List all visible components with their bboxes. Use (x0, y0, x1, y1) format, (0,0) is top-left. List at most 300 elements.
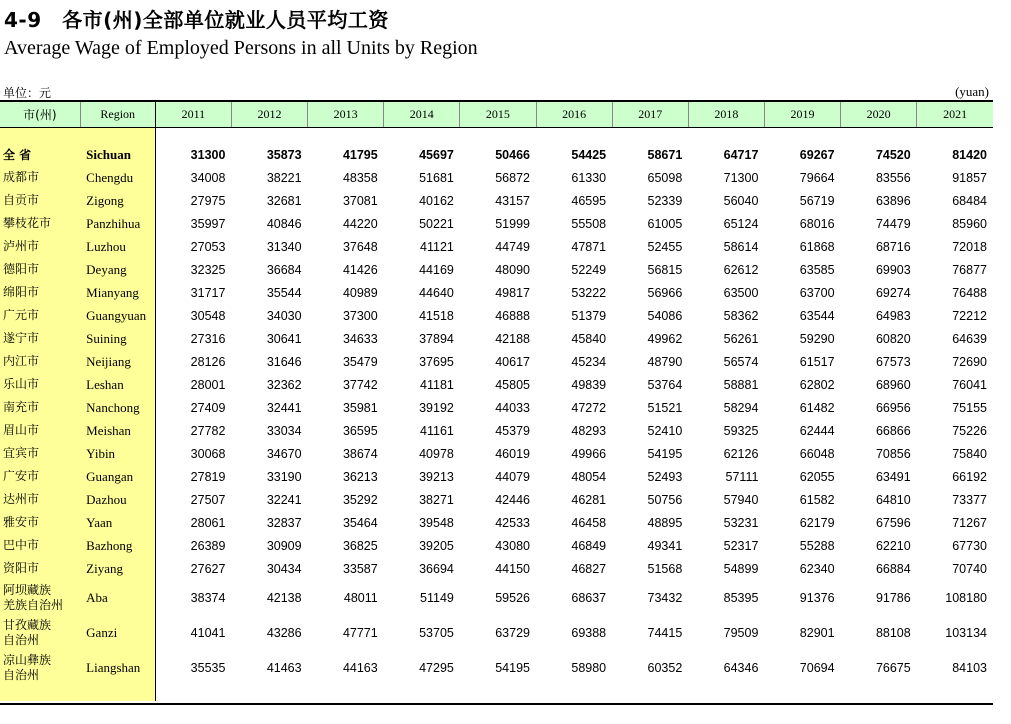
wage-value: 81420 (952, 148, 987, 162)
wage-value: 30548 (190, 308, 226, 323)
wage-value: 64346 (723, 660, 759, 675)
wage-value: 65098 (647, 170, 683, 185)
region-name-en: Ziyang (80, 557, 155, 580)
wage-value: 50756 (647, 492, 683, 507)
wage-value: 63491 (875, 469, 911, 484)
wage-value: 58881 (723, 377, 759, 392)
wage-value: 40162 (419, 193, 454, 208)
wage-value: 69267 (799, 148, 835, 162)
wage-value: 60820 (875, 331, 911, 346)
region-name-en: Nanchong (80, 396, 155, 419)
city-name-cn: 雅安市 (0, 511, 80, 534)
wage-value: 62126 (723, 446, 759, 461)
wage-value: 85395 (723, 590, 759, 605)
wage-value: 55508 (571, 216, 607, 231)
wage-value: 30641 (266, 331, 302, 346)
region-name-en: Luzhou (80, 235, 155, 258)
wage-value: 51999 (495, 216, 530, 231)
city-name-cn: 达州市 (0, 488, 80, 511)
wage-value: 44033 (495, 400, 530, 415)
wage-value: 48790 (647, 354, 683, 369)
wage-value: 40978 (419, 446, 454, 461)
table-row (0, 488, 993, 511)
header-year: 2014 (384, 102, 460, 128)
wage-value: 103134 (945, 625, 987, 640)
table-title-cn: 4-9 各市(州)全部单位就业人员平均工资 (4, 8, 389, 32)
wage-value: 31646 (266, 354, 302, 369)
wage-value: 49839 (571, 377, 607, 392)
region-name-en: Dazhou (80, 488, 155, 511)
wage-value: 83556 (875, 170, 911, 185)
wage-value: 44079 (495, 469, 530, 484)
wage-value: 52317 (723, 538, 759, 553)
wage-value: 44220 (342, 216, 378, 231)
wage-value: 61517 (799, 354, 835, 369)
wage-value: 54425 (571, 148, 607, 162)
wage-value: 62802 (799, 377, 835, 392)
wage-value: 62055 (799, 469, 835, 484)
wage-value: 34030 (266, 308, 302, 323)
wage-value: 70740 (952, 561, 987, 576)
region-name-en: Guangyuan (80, 304, 155, 327)
wage-value: 27507 (190, 492, 226, 507)
table-row (0, 258, 993, 281)
wage-value: 34008 (190, 170, 226, 185)
wage-value: 51379 (571, 308, 607, 323)
wage-value: 33034 (266, 423, 302, 438)
region-name-en: Zigong (80, 189, 155, 212)
wage-value: 66884 (875, 561, 911, 576)
city-name-cn: 全 省 (0, 144, 80, 166)
province-total-row (0, 144, 993, 166)
wage-value: 45805 (495, 377, 530, 392)
wage-value: 32837 (266, 515, 302, 530)
wage-value: 79664 (799, 170, 835, 185)
wage-value: 65124 (723, 216, 759, 231)
wage-value: 45697 (419, 148, 454, 162)
wage-value: 52455 (647, 239, 683, 254)
wage-value: 69388 (571, 625, 607, 640)
wage-value: 60352 (647, 660, 683, 675)
city-name-cn: 攀枝花市 (0, 212, 80, 235)
wage-value: 43080 (495, 538, 530, 553)
wage-value: 56261 (723, 331, 759, 346)
wage-value: 71300 (723, 170, 759, 185)
wage-value: 62210 (875, 538, 911, 553)
table-row (0, 327, 993, 350)
wage-value: 64717 (723, 148, 759, 162)
unit-label-cn: 单位：元 (3, 86, 52, 100)
wage-value: 69903 (875, 262, 911, 277)
table-row (0, 511, 993, 534)
wage-value: 74520 (875, 148, 911, 162)
wage-value: 63700 (799, 285, 835, 300)
city-name-cn: 宜宾市 (0, 442, 80, 465)
wage-value: 48090 (495, 262, 530, 277)
wage-value: 57940 (723, 492, 759, 507)
wage-value: 52339 (647, 193, 683, 208)
wage-value: 54195 (495, 660, 530, 675)
wage-value: 42446 (495, 492, 530, 507)
table-row (0, 396, 993, 419)
wage-value: 27627 (190, 561, 226, 576)
table-row (0, 419, 993, 442)
wage-value: 27819 (190, 469, 226, 484)
table-row (0, 442, 993, 465)
region-name-en: Panzhihua (80, 212, 155, 235)
wage-value: 32362 (266, 377, 302, 392)
wage-value: 36825 (342, 538, 378, 553)
wage-value: 53705 (419, 625, 454, 640)
wage-value: 54195 (647, 446, 683, 461)
wage-value: 30068 (190, 446, 226, 461)
region-name-en: Aba (80, 580, 155, 615)
wage-value: 63585 (799, 262, 835, 277)
table-row (0, 304, 993, 327)
wage-value: 61330 (571, 170, 607, 185)
city-name-cn: 南充市 (0, 396, 80, 419)
region-name-en: Chengdu (80, 166, 155, 189)
wage-value: 58980 (571, 660, 607, 675)
wage-value: 56719 (799, 193, 835, 208)
wage-table (0, 102, 993, 701)
city-name-cn: 甘孜藏族 自治州 (0, 615, 80, 650)
city-name-cn: 广安市 (0, 465, 80, 488)
wage-value: 43286 (266, 625, 302, 640)
region-name-en: Liangshan (80, 650, 155, 685)
wage-value: 39205 (419, 538, 454, 553)
wage-value: 76041 (952, 377, 987, 392)
wage-value: 76877 (952, 262, 987, 277)
wage-value: 41463 (266, 660, 302, 675)
region-name-en: Sichuan (80, 144, 155, 166)
wage-value: 84103 (952, 660, 987, 675)
table-row (0, 373, 993, 396)
wage-value: 42138 (266, 590, 302, 605)
wage-value: 35464 (342, 515, 378, 530)
wage-value: 51681 (419, 170, 454, 185)
header-year: 2012 (231, 102, 307, 128)
wage-value: 58614 (723, 239, 759, 254)
wage-value: 75226 (952, 423, 987, 438)
wage-value: 37742 (342, 377, 378, 392)
wage-value: 46595 (571, 193, 607, 208)
wage-value: 68960 (875, 377, 911, 392)
region-name-en: Ganzi (80, 615, 155, 650)
wage-value: 85960 (952, 216, 987, 231)
city-name-cn: 内江市 (0, 350, 80, 373)
wage-value: 31340 (266, 239, 302, 254)
wage-value: 35997 (190, 216, 226, 231)
table-row (0, 465, 993, 488)
wage-value: 28001 (190, 377, 226, 392)
wage-value: 53764 (647, 377, 683, 392)
city-name-cn: 德阳市 (0, 258, 80, 281)
wage-value: 63500 (723, 285, 759, 300)
wage-value: 82901 (799, 625, 835, 640)
table-row (0, 534, 993, 557)
wage-value: 35873 (266, 148, 302, 162)
wage-value: 27975 (190, 193, 226, 208)
wage-value: 59325 (723, 423, 759, 438)
wage-value: 41161 (420, 423, 454, 438)
wage-value: 31717 (190, 285, 226, 300)
wage-value: 56966 (647, 285, 683, 300)
wage-value: 71267 (952, 515, 987, 530)
wage-value: 26389 (190, 538, 226, 553)
wage-value: 37695 (419, 354, 454, 369)
city-name-cn: 眉山市 (0, 419, 80, 442)
wage-value: 58671 (647, 148, 683, 162)
wage-value: 35544 (266, 285, 302, 300)
wage-value: 66048 (799, 446, 835, 461)
region-name-en: Bazhong (80, 534, 155, 557)
wage-value: 39213 (419, 469, 454, 484)
table-body (0, 128, 993, 702)
header-year: 2015 (460, 102, 536, 128)
wage-value: 48054 (571, 469, 607, 484)
city-name-cn: 广元市 (0, 304, 80, 327)
wage-value: 38374 (190, 590, 226, 605)
wage-value: 53222 (571, 285, 607, 300)
wage-value: 64983 (875, 308, 911, 323)
wage-value: 61482 (799, 400, 835, 415)
region-name-en: Meishan (80, 419, 155, 442)
wage-value: 62612 (723, 262, 759, 277)
city-name-cn: 遂宁市 (0, 327, 80, 350)
region-name-en: Suining (80, 327, 155, 350)
wage-value: 40989 (342, 285, 378, 300)
wage-value: 44163 (342, 660, 378, 675)
wage-value: 61582 (799, 492, 835, 507)
wage-value: 41426 (342, 262, 378, 277)
table-row (0, 615, 993, 650)
wage-value: 66866 (875, 423, 911, 438)
table-row (0, 189, 993, 212)
wage-value: 53231 (723, 515, 759, 530)
wage-value: 37648 (342, 239, 378, 254)
header-region: Region (80, 102, 155, 128)
region-name-en: Yaan (80, 511, 155, 534)
wage-value: 51568 (647, 561, 683, 576)
wage-value: 76488 (952, 285, 987, 300)
wage-value: 47871 (571, 239, 607, 254)
header-year: 2020 (841, 102, 917, 128)
wage-value: 108180 (945, 590, 987, 605)
header-year: 2018 (688, 102, 764, 128)
wage-value: 31300 (190, 148, 226, 162)
wage-value: 57111 (725, 469, 759, 484)
header-year: 2011 (155, 102, 231, 128)
wage-value: 63729 (495, 625, 530, 640)
wage-value: 46281 (571, 492, 607, 507)
wage-value: 68637 (571, 590, 607, 605)
city-name-cn: 绵阳市 (0, 281, 80, 304)
table-row (0, 235, 993, 258)
city-name-cn: 泸州市 (0, 235, 80, 258)
bottom-rule (0, 703, 993, 705)
city-name-cn: 巴中市 (0, 534, 80, 557)
wage-value: 88108 (875, 625, 911, 640)
wage-value: 63544 (799, 308, 835, 323)
wage-value: 79509 (723, 625, 759, 640)
wage-value: 32325 (190, 262, 226, 277)
unit-label-en: (yuan) (955, 84, 989, 99)
wage-value: 46827 (571, 561, 607, 576)
wage-value: 37894 (419, 331, 454, 346)
table-row (0, 281, 993, 304)
wage-value: 58294 (723, 400, 759, 415)
wage-value: 28061 (190, 515, 226, 530)
wage-value: 75840 (952, 446, 987, 461)
city-name-cn: 乐山市 (0, 373, 80, 396)
wage-value: 37081 (342, 193, 378, 208)
wage-value: 64810 (875, 492, 911, 507)
wage-value: 74479 (875, 216, 911, 231)
wage-value: 74415 (647, 625, 683, 640)
wage-value: 42533 (495, 515, 530, 530)
region-name-en: Leshan (80, 373, 155, 396)
wage-value: 38221 (266, 170, 302, 185)
wage-value: 33587 (342, 561, 378, 576)
wage-value: 72690 (952, 354, 987, 369)
header-year: 2019 (764, 102, 840, 128)
wage-value: 67596 (875, 515, 911, 530)
wage-value: 62340 (799, 561, 835, 576)
wage-value: 91857 (952, 170, 987, 185)
wage-value: 39192 (419, 400, 454, 415)
wage-value: 76675 (875, 660, 911, 675)
wage-value: 64639 (952, 331, 987, 346)
wage-value: 45840 (571, 331, 607, 346)
region-name-en: Mianyang (80, 281, 155, 304)
region-name-en: Yibin (80, 442, 155, 465)
wage-value: 28126 (190, 354, 226, 369)
table-row (0, 580, 993, 615)
wage-value: 41518 (419, 308, 454, 323)
region-name-en: Deyang (80, 258, 155, 281)
city-name-cn: 成都市 (0, 166, 80, 189)
wage-value: 38674 (342, 446, 378, 461)
wage-value: 69274 (875, 285, 911, 300)
wage-value: 73432 (647, 590, 683, 605)
wage-value: 51521 (647, 400, 683, 415)
wage-value: 41181 (420, 377, 454, 392)
wage-value: 48011 (343, 590, 378, 605)
wage-value: 48293 (571, 423, 607, 438)
wage-value: 75155 (952, 400, 987, 415)
wage-value: 58362 (723, 308, 759, 323)
wage-value: 54899 (723, 561, 759, 576)
table-row (0, 350, 993, 373)
wage-value: 68016 (799, 216, 835, 231)
wage-value: 73377 (952, 492, 987, 507)
city-name-cn: 阿坝藏族 羌族自治州 (0, 580, 80, 615)
wage-value: 70856 (875, 446, 911, 461)
wage-value: 27782 (190, 423, 226, 438)
wage-value: 55288 (799, 538, 835, 553)
wage-value: 44640 (419, 285, 454, 300)
wage-value: 46849 (571, 538, 607, 553)
table-row (0, 212, 993, 235)
wage-value: 41121 (420, 239, 454, 254)
wage-value: 38271 (419, 492, 454, 507)
wage-value: 45234 (571, 354, 607, 369)
wage-value: 36694 (419, 561, 454, 576)
wage-value: 39548 (419, 515, 454, 530)
wage-value: 30434 (266, 561, 302, 576)
wage-value: 72018 (952, 239, 987, 254)
wage-value: 49966 (571, 446, 607, 461)
wage-value: 68484 (952, 193, 987, 208)
wage-value: 56815 (647, 262, 683, 277)
wage-value: 72212 (952, 308, 987, 323)
wage-value: 46888 (495, 308, 530, 323)
region-name-en: Guangan (80, 465, 155, 488)
wage-value: 59290 (799, 331, 835, 346)
wage-value: 44169 (419, 262, 454, 277)
wage-value: 44749 (495, 239, 530, 254)
header-year: 2016 (536, 102, 612, 128)
header-row (0, 102, 993, 128)
wage-value: 42188 (495, 331, 530, 346)
header-year: 2013 (308, 102, 384, 128)
spacer-row (0, 685, 993, 701)
wage-value: 40846 (266, 216, 302, 231)
spacer-row (0, 128, 993, 145)
wage-value: 49962 (647, 331, 683, 346)
wage-value: 35535 (190, 660, 226, 675)
wage-value: 48895 (647, 515, 683, 530)
wage-value: 27409 (190, 400, 226, 415)
header-year: 2017 (612, 102, 688, 128)
wage-value: 50221 (419, 216, 454, 231)
table-title-en: Average Wage of Employed Persons in all Units by Region (4, 37, 478, 59)
wage-value: 62444 (799, 423, 835, 438)
wage-value: 50466 (495, 148, 530, 162)
header-year: 2021 (917, 102, 993, 128)
wage-value: 51149 (420, 590, 454, 605)
wage-value: 67730 (952, 538, 987, 553)
wage-value: 68716 (875, 239, 911, 254)
wage-value: 66192 (952, 469, 987, 484)
wage-value: 91376 (799, 590, 835, 605)
wage-value: 70694 (799, 660, 835, 675)
wage-value: 47295 (419, 660, 454, 675)
wage-value: 46458 (571, 515, 607, 530)
header-city-cn: 市(州) (0, 102, 80, 128)
wage-value: 66956 (875, 400, 911, 415)
wage-value: 36595 (342, 423, 378, 438)
wage-value: 30909 (266, 538, 302, 553)
wage-value: 35292 (342, 492, 378, 507)
wage-value: 36684 (266, 262, 302, 277)
wage-value: 52493 (647, 469, 683, 484)
wage-value: 32681 (266, 193, 302, 208)
table-row (0, 166, 993, 189)
wage-value: 62179 (799, 515, 835, 530)
table-row (0, 650, 993, 685)
wage-value: 36213 (342, 469, 378, 484)
wage-value: 37300 (342, 308, 378, 323)
wage-value: 40617 (495, 354, 530, 369)
wage-value: 49817 (495, 285, 530, 300)
wage-value: 54086 (647, 308, 683, 323)
wage-value: 47272 (571, 400, 607, 415)
wage-value: 35981 (342, 400, 378, 415)
wage-value: 34670 (266, 446, 302, 461)
wage-value: 56872 (495, 170, 530, 185)
